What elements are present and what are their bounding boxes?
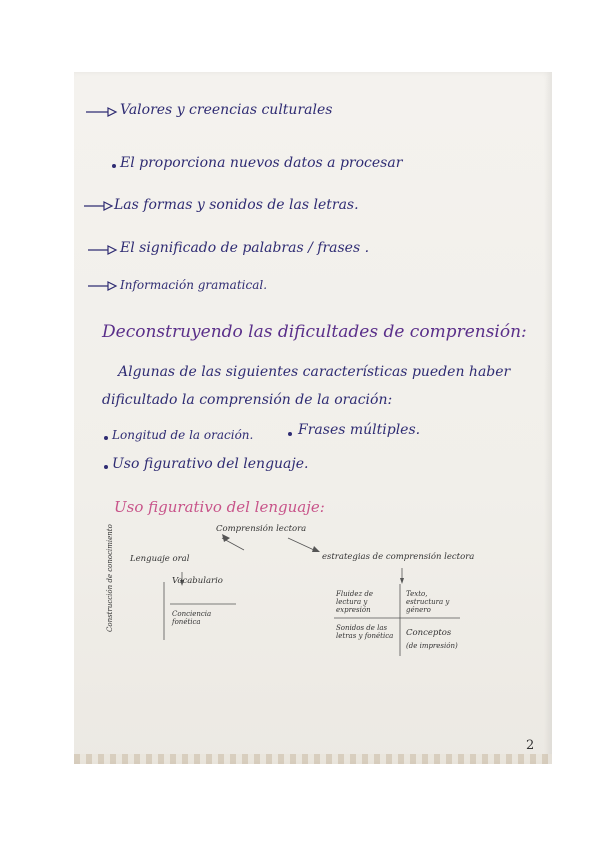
diagram-right-cell-1: Fluidez de lectura y expresión: [336, 590, 374, 614]
bullet-dot: [104, 465, 108, 469]
hand-arrows: [74, 72, 552, 764]
section-heading: Deconstruyendo las dificultades de comprensión:: [102, 322, 527, 342]
bullet-item-2: Frases múltiples.: [298, 422, 421, 438]
list-line-5: Información gramatical.: [120, 278, 268, 292]
diagram-root: Comprensión lectora: [216, 524, 307, 534]
bullet-dot: [288, 432, 292, 436]
diagram-right-cell-3: Sonidos de las letras y fonética: [336, 624, 394, 640]
subheading: Uso figurativo del lenguaje:: [114, 498, 325, 516]
diagram-left-branch: Lenguaje oral: [130, 554, 190, 564]
diagram-left-item-1: Vocabulario: [172, 576, 223, 586]
diagram-right-cell-4: Conceptos: [406, 628, 452, 638]
notebook-page: [74, 72, 552, 764]
page-number: 2: [526, 738, 535, 753]
bullet-item-1: Longitud de la oración.: [112, 428, 254, 442]
paragraph-line-2: dificultado la comprensión de la oración:: [102, 392, 393, 408]
list-line-2: El proporciona nuevos datos a procesar: [120, 155, 403, 171]
diagram-left-item-2: Conciencia fonética: [172, 610, 212, 626]
diagram-right-branch: estrategias de comprensión lectora: [322, 552, 475, 562]
bottom-edge-pattern: [74, 754, 552, 764]
bullet-dot: [104, 436, 108, 440]
list-line-3: Las formas y sonidos de las letras.: [114, 197, 359, 213]
list-line-1: Valores y creencias culturales: [120, 102, 333, 118]
diagram-side-label: Construcción de conocimiento: [106, 524, 114, 632]
paragraph-line-1: Algunas de las siguientes características pueden haber: [118, 364, 511, 380]
bullet-item-3: Uso figurativo del lenguaje.: [112, 456, 309, 472]
bullet-dot: [112, 164, 116, 168]
list-line-4: El significado de palabras / frases .: [120, 240, 370, 256]
diagram-right-cell-2: Texto, estructura y género: [406, 590, 450, 614]
diagram-right-cell-5: (de impresión): [406, 642, 458, 650]
